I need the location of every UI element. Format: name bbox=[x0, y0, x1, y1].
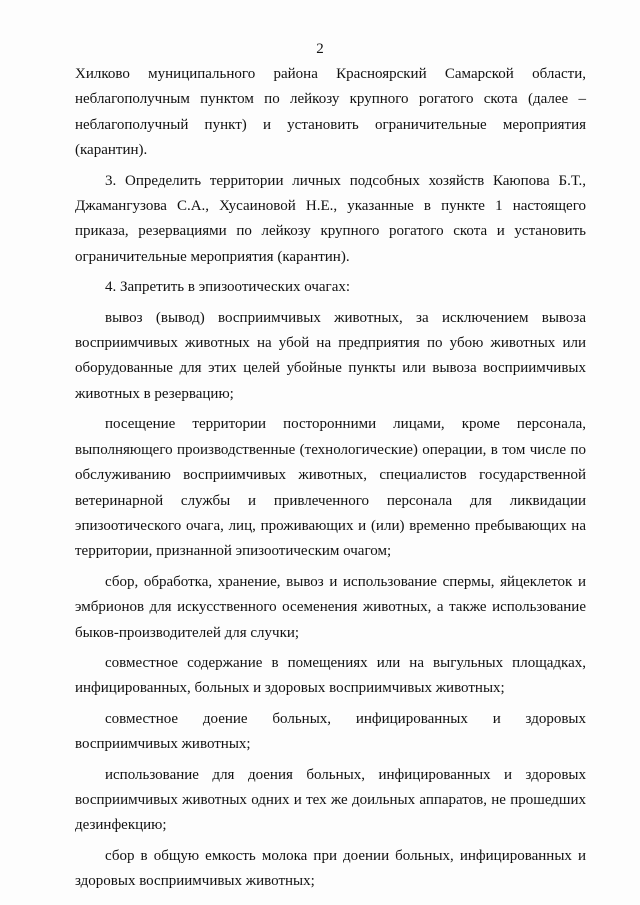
prohibition-joint-keeping: совместное содержание в помещениях или на выгульных площадках, инфицированных, больных и здоровых восприимчивых животных; bbox=[75, 654, 586, 697]
document-body bbox=[75, 62, 586, 900]
prohibition-joint-milking: совместное доение больных, инфицированных и здоровых восприимчивых животных; bbox=[75, 710, 586, 753]
prohibition-sperm: сбор, обработка, хранение, вывоз и использование спермы, яйцеклеток и эмбрионов для искусственного осеменения животных, а также использование быков-производителей для случки; bbox=[75, 573, 586, 641]
paragraph-item-3: 3. Определить территории личных подсобных хозяйств Каюпова Б.Т., Джамангузова С.А., Хусаиновой Н.Е., указанные в пункте 1 настоящего приказа, резервациями по лейкозу крупного рогатого скота и установить ограничительные мероприятия (карантин). bbox=[75, 172, 586, 265]
paragraph-item-4: 4. Запретить в эпизоотических очагах: bbox=[105, 279, 351, 296]
prohibition-milking-apparatus: использование для доения больных, инфицированных и здоровых восприимчивых животных одних и тех же доильных аппаратов, не прошедших дезинфекцию; bbox=[75, 766, 586, 834]
prohibition-milk-collection: сбор в общую емкость молока при доении больных, инфицированных и здоровых восприимчивых животных; bbox=[75, 847, 586, 890]
prohibition-visits: посещение территории посторонними лицами, кроме персонала, выполняющего производственные (технологические) операции, в том числе по обслуживанию восприимчивых животных, специалистов государственной ветеринарной службы и привлеченного персонала для ликвидации эпизоотического очага, лиц, проживающих и (или) временно пребывающих на территории, признанной эпизоотическим очагом; bbox=[75, 416, 586, 560]
page-number: 2 bbox=[316, 41, 324, 57]
prohibition-export: вывоз (вывод) восприимчивых животных, за исключением вывоза восприимчивых животных на убой на предприятия по убою животных или оборудованные для этих целей убойные пункты или вывоза восприимчивых животных в резервацию; bbox=[75, 309, 586, 402]
paragraph-continuation: Хилково муниципального района Красноярский Самарской области, неблагополучным пунктом по лейкозу крупного рогатого скота (далее – неблагополучный пункт) и установить ограничительные мероприятия (карантин). bbox=[75, 66, 586, 159]
